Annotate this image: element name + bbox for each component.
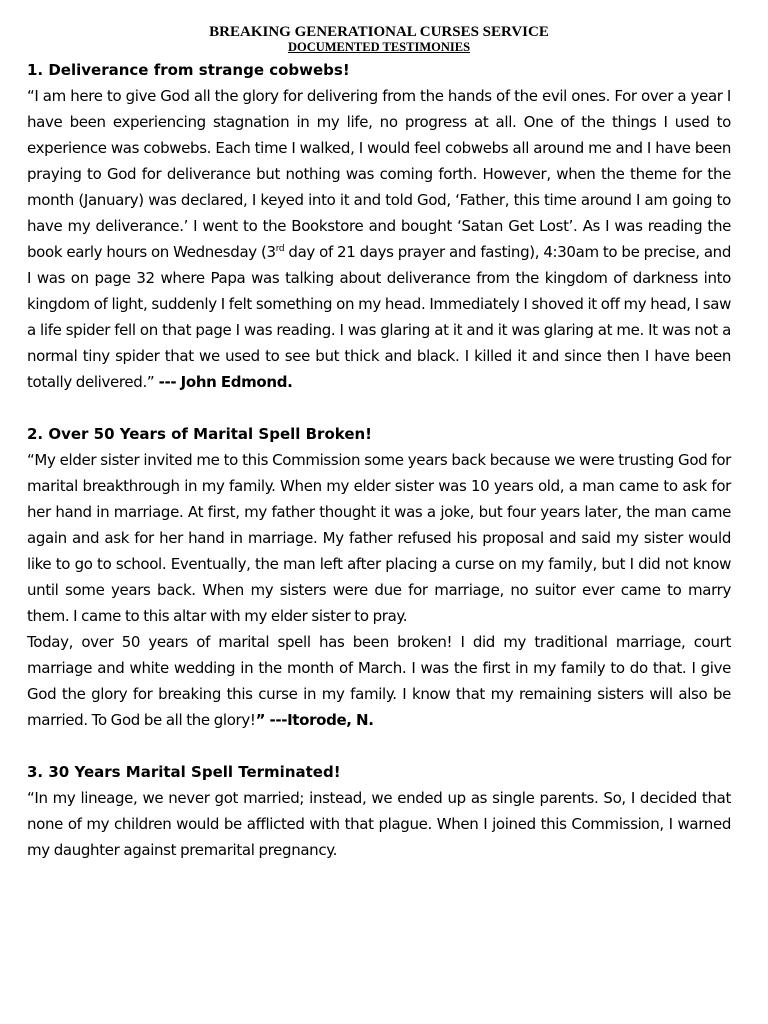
testimony-1 xyxy=(27,57,731,395)
testimony-2-author: ” ---Itorode, N. xyxy=(255,711,374,729)
section-spacer xyxy=(27,733,731,759)
testimony-2-heading: 2. Over 50 Years of Marital Spell Broken! xyxy=(27,425,373,443)
testimony-2-body-paragraph-2 xyxy=(27,629,731,733)
testimony-2-body-part2: Today, over 50 years of marital spell has been broken! I did my traditional marriage, court marriage and white wedding in the month of March. I was the first in my family to do that. I give God the glory for breaking this curse in my family. I know that my remaining sisters will also be married. To God be all the glory! xyxy=(27,633,731,729)
document-title: BREAKING GENERATIONAL CURSES SERVICE xyxy=(209,24,549,40)
ordinal-suffix: rd xyxy=(275,244,285,254)
testimony-1-author: --- John Edmond. xyxy=(154,373,293,391)
testimony-3-body: “In my lineage, we never got married; instead, we ended up as single parents. So, I decided that none of my children would be afflicted with that plague. When I joined this Commission, I warned my daughter against premarital pregnancy. xyxy=(27,789,731,859)
testimony-3 xyxy=(27,759,731,863)
testimony-1-body xyxy=(27,83,731,395)
testimony-1-body-part1: “I am here to give God all the glory for delivering from the hands of the evil ones. For over a year I have been experiencing stagnation in my life, no progress at all. One of the things I used to experience was cobwebs. Each time I walked, I would feel cobwebs all around me and I have been praying to God for deliverance but nothing was coming forth. However, when the theme for the month (January) was declared, I keyed into it and told God, ‘Father, this time around I am going to have my deliverance.’ I went to the Bookstore and bought ‘Satan Get Lost’. As I was reading the book early hours on Wednesday (3 xyxy=(27,87,731,261)
document-page xyxy=(27,24,731,863)
document-subtitle: DOCUMENTED TESTIMONIES xyxy=(287,40,471,54)
section-spacer xyxy=(27,395,731,421)
testimony-2 xyxy=(27,421,731,733)
testimony-2-body-paragraph-1: “My elder sister invited me to this Commission some years back because we were trusting God for marital breakthrough in my family. When my elder sister was 10 years old, a man came to ask for her hand in marriage. At first, my father thought it was a joke, but four years later, the man came again and ask for her hand in marriage. My father refused his proposal and said my sister would like to go to school. Eventually, the man left after placing a curse on my family, but I did not know until some years back. When my sisters were due for marriage, no suitor ever came to marry them. I came to this altar with my elder sister to pray. xyxy=(27,451,731,625)
testimony-1-heading: 1. Deliverance from strange cobwebs! xyxy=(27,61,350,79)
testimony-3-heading: 3. 30 Years Marital Spell Terminated! xyxy=(27,763,341,781)
testimony-1-body-part2: day of 21 days prayer and fasting), 4:30am to be precise, and I was on page 32 where Papa was talking about deliverance from the kingdom of darkness into kingdom of light, suddenly I felt something on my head. Immediately I shoved it off my head, I saw a life spider fell on that page I was reading. I was glaring at it and it was glaring at me. It was not a normal tiny spider that we used to see but thick and black. I killed it and since then I have been totally delivered.” xyxy=(27,243,731,391)
